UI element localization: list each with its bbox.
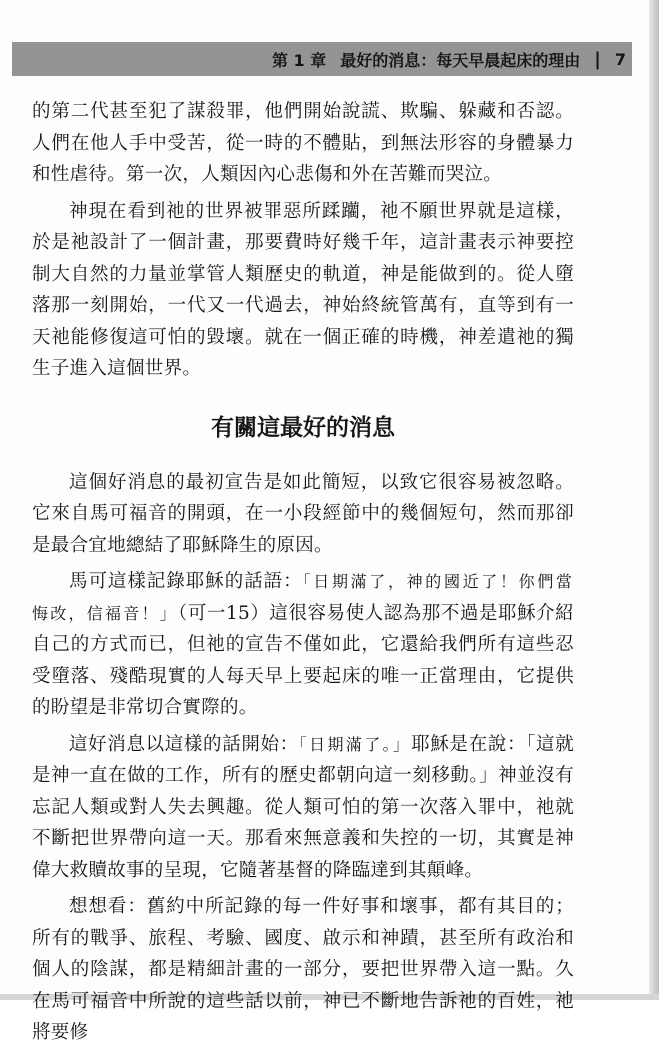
page-body: [32, 96, 574, 1054]
scripture-quote: 「日期滿了，神的國近了！你們當悔改，信福音！」: [32, 572, 574, 623]
paragraph-4-lead: 馬可這樣記錄耶穌的話語：: [69, 571, 303, 592]
paragraph-2: 神現在看到祂的世界被罪惡所蹂躪，祂不願世界就是這樣，於是祂設計了一個計畫，那要費時好幾千年，這計畫表示神要控制大自然的力量並掌管人類歷史的軌道，神是能做到的。從人墮落那一刻開始，一代又一代過去，神始終統管萬有，直等到有一天祂能修復這可怕的毀壞。就在一個正確的時機，神差遣祂的獨生子進入這個世界。: [32, 200, 574, 379]
paragraph-3: 這個好消息的最初宣告是如此簡短，以致它很容易被忽略。它來自馬可福音的開頭，在一小段經節中的幾個短句，然而那卻是最合宜地總結了耶穌降生的原因。: [32, 471, 574, 556]
scripture-quote-2: 「日期滿了。」: [298, 734, 412, 754]
paragraph-6: 想想看：舊約中所記錄的每一件好事和壞事，都有其目的；所有的戰爭、旅程、考驗、國度、啟示和神蹟，甚至所有政治和個人的陰謀，都是精細計畫的一部分，要把世界帶入這一點。久在馬可福音中所說的這些話以前，神已不斷地告訴祂的百姓，祂將要修: [32, 896, 574, 1043]
page-edge-shadow: [649, 0, 659, 1000]
paragraph-5-rest: 耶穌是在說：「這就是神一直在做的工作，所有的歷史都朝向這一刻移動。」神並沒有忘記人類或對人失去興趣。從人類可怕的第一次落入罪中，祂就不斷把世界帶向這一天。那看來無意義和失控的一切，其實是神偉大救贖故事的呈現，它隨著基督的降臨達到其顛峰。: [32, 733, 574, 881]
paragraph-5-lead: 這好消息以這樣的話開始：: [69, 733, 299, 755]
paragraph-1: 的第二代甚至犯了謀殺罪，他們開始說謊、欺騙、躲藏和否認。人們在他人手中受苦，從一時的不體貼，到無法形容的身體暴力和性虐待。第一次，人類因內心悲傷和外在苦難而哭泣。: [32, 101, 574, 185]
paragraph-5: [32, 729, 574, 887]
paragraph-4-rest: （可一15）這很容易使人認為那不過是耶穌介紹自己的方式而已，但祂的宣告不僅如此，它還給我們所有這些忍受墮落、殘酷現實的人每天早上要起床的唯一正當理由，它提供的盼望是非常切合實際的。: [32, 602, 574, 718]
running-header: [12, 42, 632, 76]
header-divider: |: [594, 48, 601, 70]
paragraph-4: [32, 566, 574, 724]
running-header-text: [272, 48, 632, 71]
chapter-label: 第 1 章: [271, 50, 327, 70]
page-number: 7: [614, 49, 626, 69]
chapter-title: 最好的消息：每天早晨起床的理由: [340, 50, 581, 70]
section-heading: 有關這最好的消息: [211, 414, 395, 441]
